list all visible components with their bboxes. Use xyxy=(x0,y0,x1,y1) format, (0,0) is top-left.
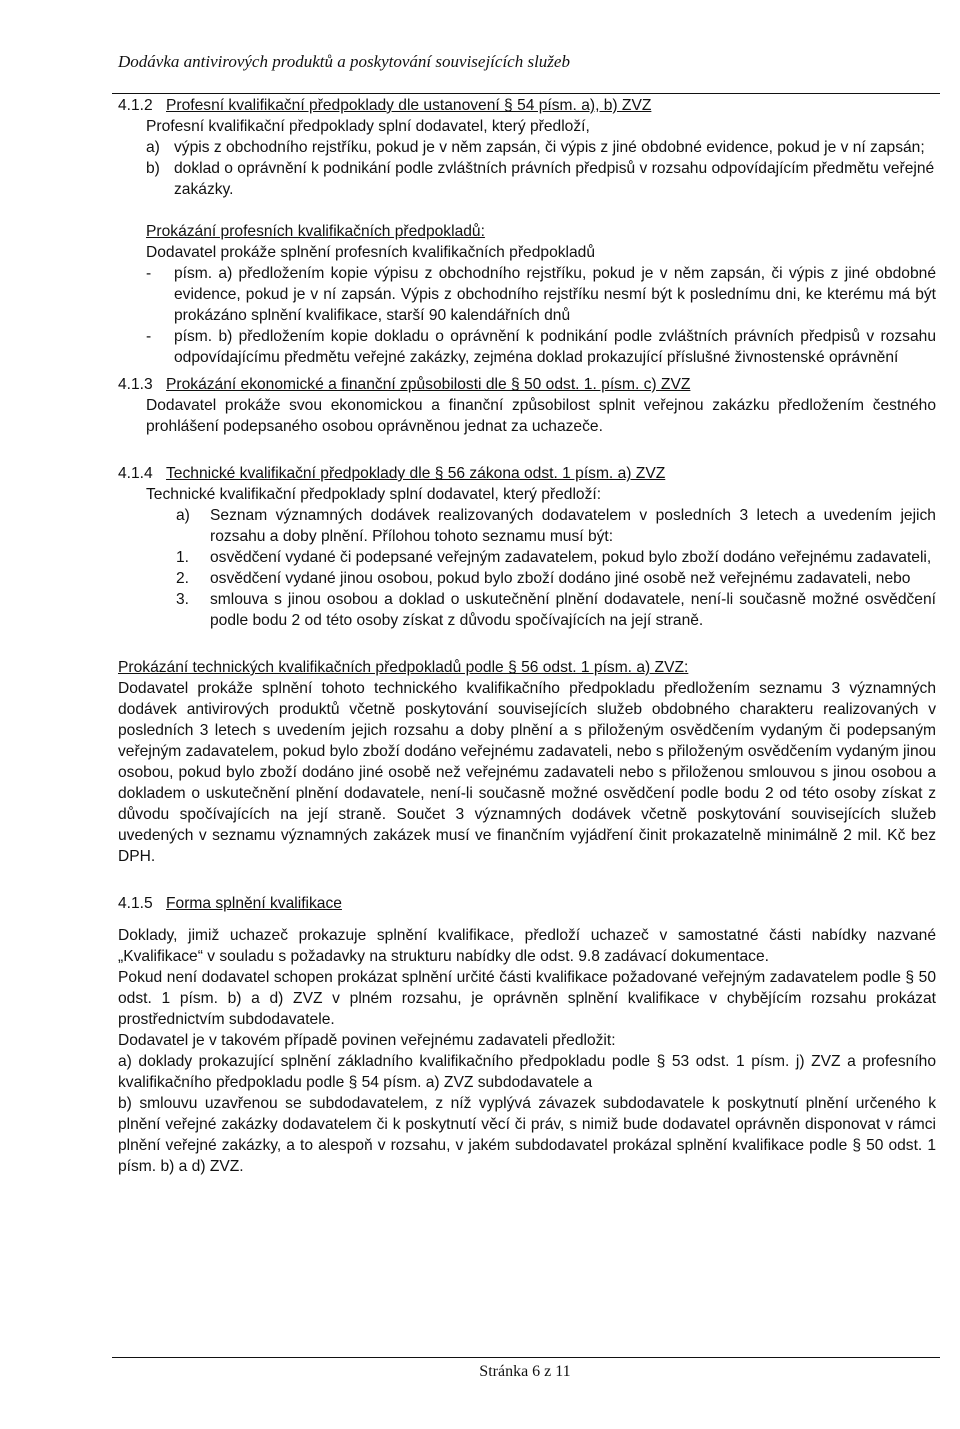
paragraph: Dodavatel prokáže splnění tohoto technického kvalifikačního předpokladu předložením seznamu 3 významných dodávek antivirových produktů včetně poskytování souvisejících služeb obdobného charakteru realizovaných v posledních 3 letech s uvedením jejich rozsahu a doby plnění a s přiloženým osvědčením vydaným či podepsaným veřejným zadavatelem, pokud bylo zboží dodáno veřejnému zadavateli, nebo s přiloženým osvědčením vydaným jinou osobou, pokud bylo zboží dodáno jiné osobě než veřejnému zadavateli nebo s přiloženou smlouvou s jinou osobou a dokladem o uskutečnění plnění dodavatele, není-li současně možné osvědčení podle bodu 2 od této osoby získat z důvodu spočívajících na její straně. Součet 3 významných dodávek včetně poskytování souvisejících služeb uvedených v seznamu významných zakázek musí ve finančním vyjádření činit prokazatelně minimálně 2 mil. Kč bez DPH. xyxy=(118,680,936,865)
paragraph: a) doklady prokazující splnění základního kvalifikačního předpokladu podle § 53 odst. 1 písm. j) ZVZ a profesního kvalifikačního předpokladu podle § 54 písm. a) ZVZ subdodavatele a xyxy=(118,1053,936,1091)
list-label: 3. xyxy=(176,591,190,608)
list-item xyxy=(146,263,936,326)
page-content xyxy=(118,95,936,1177)
list-text: písm. b) předložením kopie dokladu o oprávnění k podnikání podle zvláštních právních předpisů v rozsahu odpovídajícímu předmětu veřejné zakázky, zejména doklad prokazující příslušné živnostenské oprávnění xyxy=(174,328,936,366)
list-text: doklad o oprávnění k podnikání podle zvláštních právních předpisů v rozsahu odpovídajícím předmětu veřejné zakázky. xyxy=(174,160,935,198)
list-item xyxy=(146,547,936,568)
list-text: Seznam významných dodávek realizovaných dodavatelem v posledních 3 letech a uvedením jejich rozsahu a doby plnění. Přílohou tohoto seznamu musí být: xyxy=(210,507,936,545)
section-4-1-2-body xyxy=(118,116,936,368)
list-text: písm. a) předložením kopie výpisu z obchodního rejstříku, pokud je v něm zapsán, či výpis z jiné obdobné evidence, pokud je v ní zapsán. Výpis z obchodního rejstříku nesmí být k poslednímu dni, ke kterému má být prokázáno splnění kvalifikace, starší 90 kalendářních dnů xyxy=(174,265,936,324)
section-4-1-4-body xyxy=(118,484,936,631)
list-item xyxy=(146,158,936,200)
list-item xyxy=(146,589,936,631)
list-text: osvědčení vydané či podepsané veřejným zadavatelem, pokud bylo zboží dodáno veřejnému zadavateli, xyxy=(210,549,932,566)
list-label: b) xyxy=(146,160,160,177)
section-4-1-3-heading xyxy=(118,374,936,395)
paragraph: Pokud není dodavatel schopen prokázat splnění určité části kvalifikace požadované veřejným zadavatelem podle § 50 odst. 1 písm. b) a d) ZVZ v plném rozsahu, je oprávněn splnění kvalifikace v chybějícím rozsahu prokázat prostřednictvím subdodavatele. xyxy=(118,969,936,1028)
paragraph: Profesní kvalifikační předpoklady splní dodavatel, který předloží, xyxy=(146,118,590,135)
section-4-1-4-heading xyxy=(118,463,936,484)
section-4-1-5-heading xyxy=(118,893,936,914)
list-label: 1. xyxy=(176,549,190,566)
list-text: osvědčení vydané jinou osobou, pokud bylo zboží dodáno jiné osobě než veřejnému zadavateli, nebo xyxy=(210,570,911,587)
paragraph: Doklady, jimiž uchazeč prokazuje splnění kvalifikace, předloží uchazeč v samostatné části nabídky nazvané „Kvalifikace“ v souladu s požadavky na strukturu nabídky dle odst. 9.8 zadávací dokumentace. xyxy=(118,927,936,965)
list-label: a) xyxy=(176,507,190,524)
subsection-heading: Prokázání technických kvalifikačních předpokladů podle § 56 odst. 1 písm. a) ZVZ: xyxy=(118,659,689,676)
footer-rule xyxy=(112,1357,940,1358)
dash-bullet: - xyxy=(146,265,152,282)
technical-proof-block xyxy=(118,657,936,867)
list-item xyxy=(146,568,936,589)
paragraph: Technické kvalifikační předpoklady splní dodavatel, který předloží: xyxy=(146,486,602,503)
section-number: 4.1.2 xyxy=(118,97,153,114)
dash-bullet: - xyxy=(146,328,152,345)
section-4-1-2-heading xyxy=(118,95,936,116)
section-4-1-3-body xyxy=(118,395,936,437)
paragraph: b) smlouvu uzavřenou se subdodavatelem, z níž vyplývá závazek subdodavatele k poskytnutí plnění určeného k plnění veřejné zakázky dodavatelem či k poskytnutí věcí či práv, s nimiž bude dodavatel oprávněn disponovat v rámci plnění veřejné zakázky, a to alespoň v rozsahu, v jakém subdodavatel prokázal splnění kvalifikace podle § 50 odst. 1 písm. b) a d) ZVZ. xyxy=(118,1095,936,1175)
paragraph: Dodavatel prokáže svou ekonomickou a finanční způsobilost splnit veřejnou zakázku předložením čestného prohlášení podepsaného osobou oprávněnou jednat za uchazeče. xyxy=(146,397,936,435)
list-text: smlouva s jinou osobou a doklad o uskutečnění plnění dodavatele, není-li současně možné osvědčení podle bodu 2 od této osoby získat z důvodu spočívajících na její straně. xyxy=(210,591,936,629)
section-title: Technické kvalifikační předpoklady dle § 56 zákona odst. 1 písm. a) ZVZ xyxy=(166,465,666,482)
header-rule xyxy=(112,93,940,94)
section-title: Profesní kvalifikační předpoklady dle ustanovení § 54 písm. a), b) ZVZ xyxy=(166,97,652,114)
paragraph: Dodavatel prokáže splnění profesních kvalifikačních předpokladů xyxy=(146,244,596,261)
section-4-1-5-body xyxy=(118,925,936,1177)
page-number: Stránka 6 z 11 xyxy=(479,1363,571,1380)
running-header: Dodávka antivirových produktů a poskytování souvisejících služeb xyxy=(118,52,570,71)
list-label: 2. xyxy=(176,570,190,587)
list-label: a) xyxy=(146,139,160,156)
paragraph: Dodavatel je v takovém případě povinen veřejnému zadavateli předložit: xyxy=(118,1032,616,1049)
list-item xyxy=(146,505,936,547)
section-title: Forma splnění kvalifikace xyxy=(166,895,342,912)
section-number: 4.1.5 xyxy=(118,895,153,912)
list-item xyxy=(146,137,936,158)
section-number: 4.1.3 xyxy=(118,376,153,393)
list-text: výpis z obchodního rejstříku, pokud je v něm zapsán, či výpis z jiné obdobné evidence, pokud je v ní zapsán; xyxy=(174,139,925,156)
section-number: 4.1.4 xyxy=(118,465,153,482)
section-title: Prokázání ekonomické a finanční způsobilosti dle § 50 odst. 1. písm. c) ZVZ xyxy=(166,376,691,393)
list-item xyxy=(146,326,936,368)
subsection-heading: Prokázání profesních kvalifikačních předpokladů: xyxy=(146,223,485,240)
